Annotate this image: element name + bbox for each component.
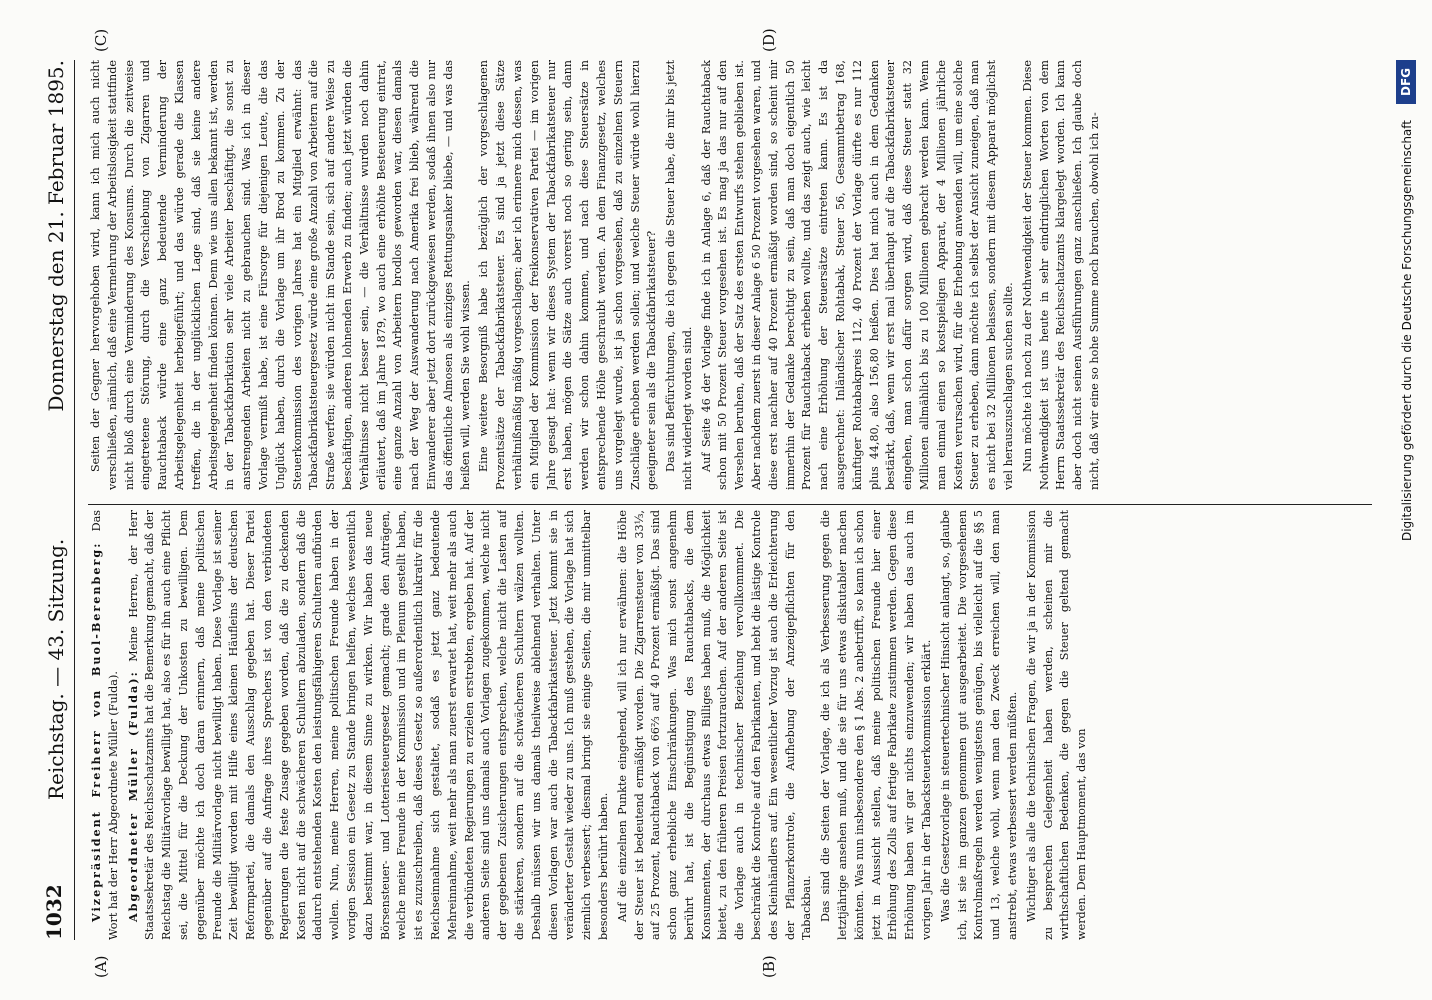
paragraph: Das sind Befürchtungen, die ich gegen die Steuer habe, die mir bis jetzt nicht widerlegt worden sind.	[664, 60, 694, 490]
paragraph: Auf Seite 46 der Vorlage finde ich in Anlage 6, daß der Rauchtaback schon mit 50 Prozent Steuer vorgesehen ist. Es mag ja das nur auf den Versehen beruhen, daß der Satz des ersten Entwurfs stehen geblieben ist. Aber nachdem zuerst in dieser Anlage 6 50 Prozent vorgesehen waren, und diese erst nachher auf 40 Prozent ermäßigt worden sind, so scheint mir immerhin der Gedanke berechtigt zu sein, daß man doch eigentlich 50 Prozent für Rauchtaback erheben wollte, und das zeigt auch, wie leicht nach eine Erhöhung der Steuersätze eintreten kann. Es ist da ausgerechnet: Inländischer Rohtabak, Steuer 56, Gesammtbetrag 168, künftiger Rohtabakpreis 112, 40 Prozent der Vorlage dürfte es nur 112 plus 44,80, also 156,80 heißen. Dies hat mich auch in dem Gedanken bestärkt, daß, wenn wir erst mal überhaupt auf die Tabackfabrikatsteuer eingehen, man schon dafür sorgen wird, daß diese Steuer statt 32 Millionen allmählich bis zu 100 Millionen gebracht werden kann. Wenn man einmal einen so kostspieligen Apparat, der 4 Millionen jährliche Kosten verursachen wird, für die Erhebung anwenden will, um eine solche Steuer zu erheben, dann möchte ich selbst der Ansicht zuneigen, daß man es nicht bei 32 Millionen belassen, sondern mit diesem Apparat möglichst viel herauszuschlagen suchen sollte.	[699, 60, 1016, 490]
right-text-column	[88, 60, 1372, 490]
margin-marker-b: (B)	[760, 955, 778, 978]
paragraph: Was die Gesetzvorlage in steuertechnischer Hinsicht anlangt, so, glaube ich, ist sie im ganzen genommen gut ausgearbeitet. Die vorgesehenen Kontrolmaßregeln werden wenigstens genügen, bis vielleicht auf die §§ 5 und 13, welche wohl, wenn man den Zweck erreichen will, den man anstrebt, etwas verbessert werden müßten.	[938, 510, 1020, 940]
speaker-label: Vizepräsident Freiherr von Buol-Berenberg:	[89, 541, 103, 922]
header-date: Donnerstag den 21. Februar 1895.	[44, 60, 68, 412]
page-header	[40, 60, 75, 940]
page-number: 1032	[42, 884, 66, 940]
paragraph	[125, 510, 613, 940]
margin-marker-c: (C)	[92, 28, 110, 52]
speaker-label: Abgeordneter Müller (Fulda):	[125, 670, 140, 922]
left-text-column	[88, 510, 1372, 940]
paragraph-text: Das Wort hat der Herr Abgeordnete Müller (Fulda).	[90, 510, 120, 940]
page-footer	[1396, 60, 1422, 940]
paragraph: Eine weitere Besorgniß habe ich bezüglich der vorgeschlagenen Prozentsätze der Tabackfabrikatsteuer. Es sind ja jetzt diese Sätze verhältnißmäßig mäßig vorgeschlagen; aber ich erinnere mich dessen, was ein Mitglied der Kommission der freikonservativen Partei — im vorigen Jahre gesagt hat: wenn wir dieses System der Tabackfabrikatsteuer nur erst haben, mögen die Sätze auch vorerst noch so gering sein, dann werden wir schon dahin kommen, und nach diese Steuersätze in entsprechende Höhe geschraubt werden. An dem Finanzgesetz, welches uns vorgelegt wurde, ist ja schon vorgesehen, daß zu einzelnen Steuern Zuschläge erhoben werden sollen; und welche Steuer würde wohl hierzu geeigneter sein als die Tabackfabrikatsteuer?	[477, 60, 659, 490]
margin-marker-d: (D)	[760, 28, 778, 52]
header-session: Reichstag. — 43. Sitzung.	[44, 538, 68, 800]
paragraph: Seiten der Gegner hervorgehoben wird, kann ich mich auch nicht verschließen, nämlich, daß eine Vermehrung der Arbeitslosigkeit stattfinde nicht bloß durch eine Verminderung des Konsums. Durch die zeitweise eingetretene Störung, durch die Verschiebung von Zigarren und Rauchtaback würde eine ganz bedeutende Verminderung der Arbeitsgelegenheit herbeigeführt; und das würde gerade die Klassen treffen, die in der unglücklichen Lage sind, daß sie keine andere Arbeitsgelegenheit finden können. Denn wie uns allen bekannt ist, werden in der Tabackfabrikation sehr viele Arbeiter beschäftigt, die sonst zu anstrengenden Arbeiten nicht zu gebrauchen sind. Was ich in dieser Vorlage vermißt habe, ist eine Fürsorge für diejenigen Leute, die das Unglück haben, durch die Vorlage um ihr Brod zu kommen. Zu der Steuerkommission des vorigen Jahres hat ein Mitglied erwähnt: das Tabackfabrikatsteuergesetz würde eine große Anzahl von Arbeitern auf die Straße werfen; sie würden nicht im Stande sein, sich auf andere Weise zu beschäftigen, anderen lohnenden Erwerb zu finden; auch jetzt würden die Verhältnisse nicht besser sein, — die Verhältnisse wurden noch dahin erläutert, daß im Jahre 1879, wo auch eine erhöhte Besteuerung eintrat, eine ganze Anzahl von Arbeitern brodlos geworden war, diesen damals nach der Weg der Auswanderung nach Amerika frei blieb, während die Einwanderer aber jetzt dort zurückgewiesen werden, sodaß ihnen also nur das öffentliche Almosen als einziges Rettungsanker bliebe, — und was das heißen will, werden Sie wohl wissen.	[89, 60, 472, 490]
dfg-logo: DFG	[1396, 60, 1416, 104]
paragraph	[88, 510, 123, 940]
paragraph: Wichtiger als alle die technischen Fragen, die wir ja in der Kommission zu besprechen Gelegenheit haben werden, scheinen mir die wirthschaftlichen Bedenken, die gegen die Steuer geltend gemacht werden. Dem Hauptmoment, das von	[1024, 510, 1089, 940]
paragraph-text: Meine Herren, der Herr Staatssekretär des Reichsschatzamts hat die Bemerkung gemacht, daß der Reichstag die Militärvorlage bewilligt hat, also es für ihn auch eine Pflicht sei, die Mittel für die Deckung der Unkosten zu bewilligen. Dem gegenüber möchte ich doch daran erinnern, daß meine politischen Freunde die Militärvorlage nicht bewilligt haben. Diese Vorlage ist seiner Zeit bewilligt worden mit Hilfe eines kleinen Häufleins der deutschen Reformpartei, die damals den Ausschlag gegeben hat. Dieser Partei gegenüber auf die Anfrage ihres Sprechers ist von den verbündeten Regierungen die feste Zusage gegeben worden, daß die zu deckenden Kosten nicht auf die schwächeren Schultern abzuladen, sondern daß die dadurch entstehenden Kosten den leistungsfähigeren Schultern aufbürden wollen. Nun, meine Herren, meine politischen Freunde haben in der vorigen Session ein Gesetz zu Stande bringen helfen, welches wesentlich dazu bestimmt war, in diesem Sinne zu wirken. Wir haben das neue Börsensteuer- und Lotteriesteuergesetz gemacht; grade den Anträgen, welche meine Freunde in der Kommission und im Plenum gestellt haben, ist es zuzuschreiben, daß dieses Gesetz so außerordentlich lukrativ für die Reichseinnahme sich gestaltet, sodaß es jetzt ganz bedeutende Mehreinnahme, weit mehr als man zuerst erwartet hat, weit mehr als auch die verbündeten Regierungen zu erzielen erstrebten, ergeben hat. Auf der anderen Seite sind uns damals auch Vorlagen zugekommen, welche nicht der gegebenen Zusicherungen entsprechen, welche nicht die Lasten auf die stärkeren, sondern auf die schwächeren Schultern wälzen wollten. Deshalb müssen wir uns damals theilweise ablehnend verhalten. Unter diesen Vorlagen war auch die Tabackfabrikatsteuer. Jetzt kommt sie in veränderter Gestalt wieder zu uns. Ich muß gestehen, die Vorlage hat sich ziemlich verbessert; diesmal bringt sie einige Seiten, die mir unmittelbar besonders berührt haben.	[126, 510, 610, 940]
paragraph: Das sind die Seiten der Vorlage, die ich als Verbesserung gegen die letztjährige ansehen muß, und die sie für uns etwas diskutabler machen könnten. Was nun insbesondere den § 1 Abs. 2 anbetrifft, so kann ich schon jetzt in Aussicht stellen, daß meine politischen Freunde hier einer Erhöhung des Zolls auf fertige Fabrikate zustimmen werden. Gegen diese Erhöhung haben wir gar nichts einzuwenden; wir haben das auch im vorigen Jahr in der Tabacksteuerkommission erklärt.	[819, 510, 934, 940]
digitization-credit: Digitalisierung gefördert durch die Deutsche Forschungsgemeinschaft	[1400, 120, 1414, 542]
column-divider	[88, 504, 1372, 505]
paragraph: Nun möchte ich noch zu der Nothwendigkeit der Steuer kommen. Diese Nothwendigkeit ist uns heute in sehr eindringlichen Worten von dem Herrn Staatssekretär des Reichsschatzamts klargelegt worden. Ich kann aber doch nicht seinen Ausführungen ganz anschließen. Ich glaube doch nicht, daß wir eine so hohe Summe noch brauchen, obwohl ich zu-	[1020, 60, 1102, 490]
margin-marker-a: (A)	[92, 955, 110, 978]
paragraph: Auf die einzelnen Punkte eingehend, will ich nur erwähnen: die Höhe der Steuer ist bedeutend ermäßigt worden. Die Zigarrensteuer von 33⅓, auf 25 Prozent, Rauchtaback von 66⅔ auf 40 Prozent ermäßigt. Das sind schon ganz erhebliche Einschränkungen. Was mich sonst angenehm berührt hat, ist die Begünstigung des Rauchtabacks, die dem Konsumenten, der durchaus etwas Billiges haben muß, die Möglichkeit bietet, zu den früheren Preisen fortzurauchen. Auf der anderen Seite ist die Vorlage auch in technischer Beziehung vervollkommnet. Die beschränkt die Kontrole auf den Fabrikanten, und hebt die lästige Kontrole des Kleinhändlers auf. Ein wesentlicher Vorzug ist auch die Erleichterung der Pflanzerkontrole, die Aufhebung der Anzeigepflichten für den Tabackbau.	[615, 510, 814, 940]
